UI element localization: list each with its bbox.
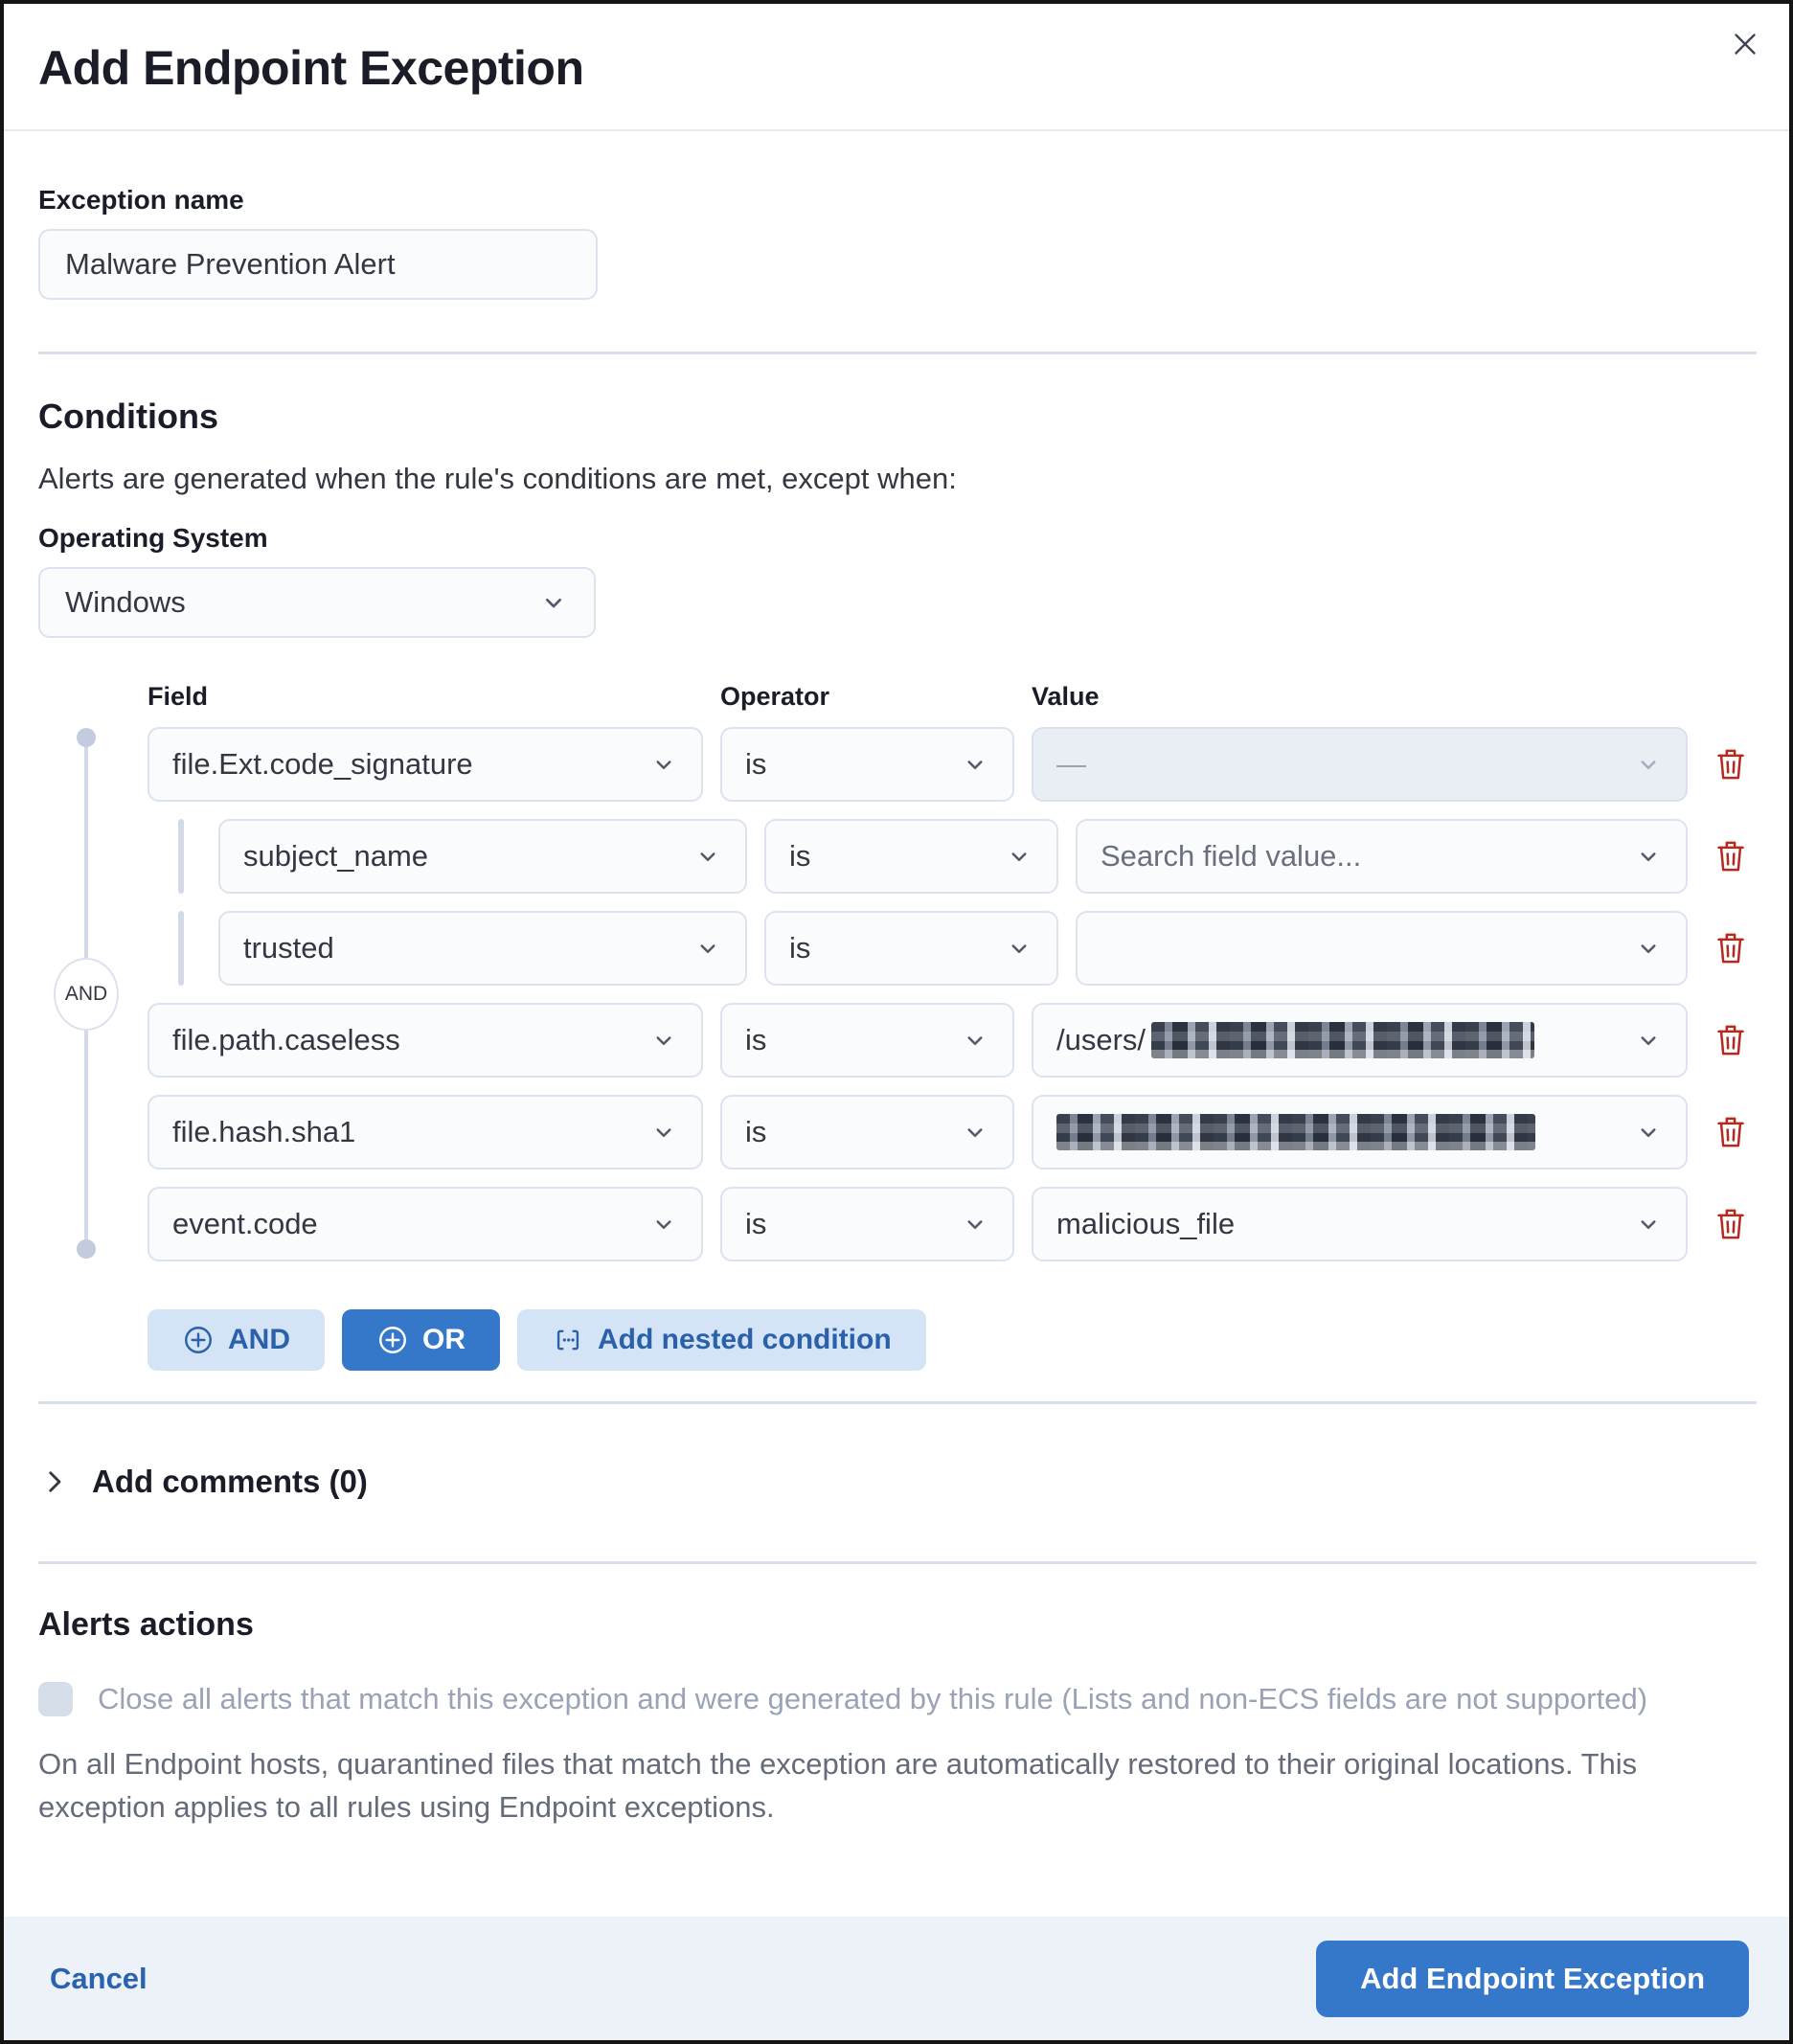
exception-name-input[interactable]	[38, 229, 598, 300]
nested-button-label: Add nested condition	[598, 1324, 892, 1355]
close-icon[interactable]	[1722, 21, 1768, 67]
conditions-description: Alerts are generated when the rule's conditions are met, except when:	[38, 462, 957, 495]
plus-circle-icon	[376, 1324, 409, 1356]
rail-dot	[77, 1239, 96, 1259]
operator-select[interactable]	[720, 727, 1014, 802]
value-placeholder: Search field value...	[1101, 839, 1362, 873]
divider	[38, 1561, 1757, 1564]
value-path-prefix: /users/	[1056, 1023, 1146, 1056]
field-select[interactable]	[218, 911, 747, 986]
chevron-down-icon	[649, 1118, 678, 1147]
alerts-actions-heading: Alerts actions	[38, 1606, 254, 1643]
and-badge: AND	[54, 958, 119, 1031]
modal-body	[4, 131, 1789, 1917]
close-alerts-label: Close all alerts that match this exception and were generated by this rule (Lists and non-ECS fields are not supported)	[98, 1682, 1648, 1715]
field-select[interactable]	[148, 1003, 703, 1078]
plus-circle-icon	[182, 1324, 215, 1356]
chevron-down-icon	[1634, 934, 1663, 963]
add-and-button[interactable]	[148, 1309, 325, 1371]
chevron-down-icon	[1005, 842, 1033, 871]
nested-indent-bar	[178, 819, 184, 894]
field-select[interactable]	[218, 819, 747, 894]
condition-row-nested	[148, 911, 1757, 986]
field-value: subject_name	[243, 839, 429, 873]
chevron-right-icon	[38, 1465, 71, 1498]
divider	[38, 352, 1757, 354]
operator-select[interactable]	[720, 1003, 1014, 1078]
condition-row	[148, 1095, 1757, 1170]
field-select[interactable]	[148, 1095, 703, 1170]
close-alerts-option	[38, 1682, 1757, 1716]
delete-condition-icon[interactable]	[1705, 1014, 1757, 1066]
value-select[interactable]	[1076, 819, 1688, 894]
field-value: file.path.caseless	[172, 1023, 400, 1056]
redacted-value	[1151, 1022, 1534, 1058]
chevron-down-icon	[961, 1026, 989, 1055]
chevron-down-icon	[649, 750, 678, 779]
field-value: file.hash.sha1	[172, 1115, 356, 1148]
chevron-down-icon	[693, 934, 722, 963]
chevron-down-icon	[1634, 1210, 1663, 1238]
delete-condition-icon[interactable]	[1705, 738, 1757, 790]
operator-select[interactable]	[720, 1187, 1014, 1261]
chevron-down-icon	[1634, 1118, 1663, 1147]
chevron-down-icon	[961, 750, 989, 779]
operator-value: is	[789, 839, 811, 873]
chevron-down-icon	[1634, 1026, 1663, 1055]
delete-condition-icon[interactable]	[1705, 922, 1757, 974]
modal-footer	[4, 1917, 1789, 2040]
operating-system-label: Operating System	[38, 523, 268, 553]
builder-buttons	[148, 1309, 1757, 1371]
and-button-label: AND	[228, 1324, 290, 1355]
value-column-header: Value	[1032, 682, 1100, 711]
field-column-header: Field	[148, 682, 209, 711]
operator-value: is	[745, 1207, 767, 1240]
value-select[interactable]	[1032, 1003, 1688, 1078]
value-dash: —	[1056, 747, 1086, 781]
chevron-down-icon	[1634, 750, 1663, 779]
column-headers	[148, 682, 1757, 712]
chevron-down-icon	[693, 842, 722, 871]
add-or-button[interactable]	[342, 1309, 500, 1371]
operator-column-header: Operator	[720, 682, 830, 711]
redacted-value	[1056, 1114, 1535, 1150]
exception-name-section	[38, 185, 1757, 300]
operator-value: is	[789, 931, 811, 965]
chevron-down-icon	[961, 1210, 989, 1238]
rail-dot	[77, 728, 96, 747]
value-select[interactable]	[1076, 911, 1688, 986]
add-endpoint-exception-button[interactable]: Add Endpoint Exception	[1316, 1941, 1749, 2017]
chevron-down-icon	[649, 1210, 678, 1238]
condition-row	[148, 727, 1757, 802]
add-comments-toggle[interactable]	[38, 1464, 368, 1500]
operator-value: is	[745, 1115, 767, 1148]
nested-brackets-icon	[552, 1324, 584, 1356]
delete-condition-icon[interactable]	[1705, 1106, 1757, 1158]
endpoint-restore-description: On all Endpoint hosts, quarantined files that match the exception are automatically restored to their original locations. This exception applies to all rules using Endpoint exceptions.	[38, 1747, 1638, 1824]
value-text: malicious_file	[1056, 1207, 1236, 1240]
condition-row	[148, 1187, 1757, 1261]
value-select[interactable]	[1032, 1095, 1688, 1170]
divider	[38, 1401, 1757, 1404]
field-value: trusted	[243, 931, 334, 965]
add-nested-condition-button[interactable]	[517, 1309, 926, 1371]
operating-system-value: Windows	[65, 585, 186, 619]
condition-builder	[38, 682, 1757, 1261]
chevron-down-icon	[538, 587, 569, 618]
page-title: Add Endpoint Exception	[38, 41, 584, 95]
chevron-down-icon	[961, 1118, 989, 1147]
operator-select[interactable]	[764, 819, 1058, 894]
close-alerts-checkbox[interactable]	[38, 1682, 73, 1716]
field-value: event.code	[172, 1207, 318, 1240]
exception-name-label: Exception name	[38, 185, 244, 215]
modal-header	[4, 4, 1789, 131]
cancel-button[interactable]: Cancel	[50, 1961, 148, 1995]
chevron-down-icon	[1005, 934, 1033, 963]
chevron-down-icon	[1634, 842, 1663, 871]
operating-system-select[interactable]	[38, 567, 596, 638]
field-value: file.Ext.code_signature	[172, 747, 473, 781]
operator-value: is	[745, 1023, 767, 1056]
condition-row-nested	[148, 819, 1757, 894]
value-select-disabled	[1032, 727, 1688, 802]
operator-select[interactable]	[764, 911, 1058, 986]
or-button-label: OR	[422, 1324, 465, 1355]
delete-condition-icon[interactable]	[1705, 1198, 1757, 1250]
chevron-down-icon	[649, 1026, 678, 1055]
add-comments-label: Add comments (0)	[92, 1464, 368, 1499]
field-select[interactable]	[148, 1187, 703, 1261]
delete-condition-icon[interactable]	[1705, 830, 1757, 882]
field-select[interactable]	[148, 727, 703, 802]
operator-select[interactable]	[720, 1095, 1014, 1170]
nested-indent-bar	[178, 911, 184, 986]
operator-value: is	[745, 747, 767, 781]
value-select[interactable]	[1032, 1187, 1688, 1261]
conditions-heading: Conditions	[38, 397, 218, 436]
condition-row	[148, 1003, 1757, 1078]
